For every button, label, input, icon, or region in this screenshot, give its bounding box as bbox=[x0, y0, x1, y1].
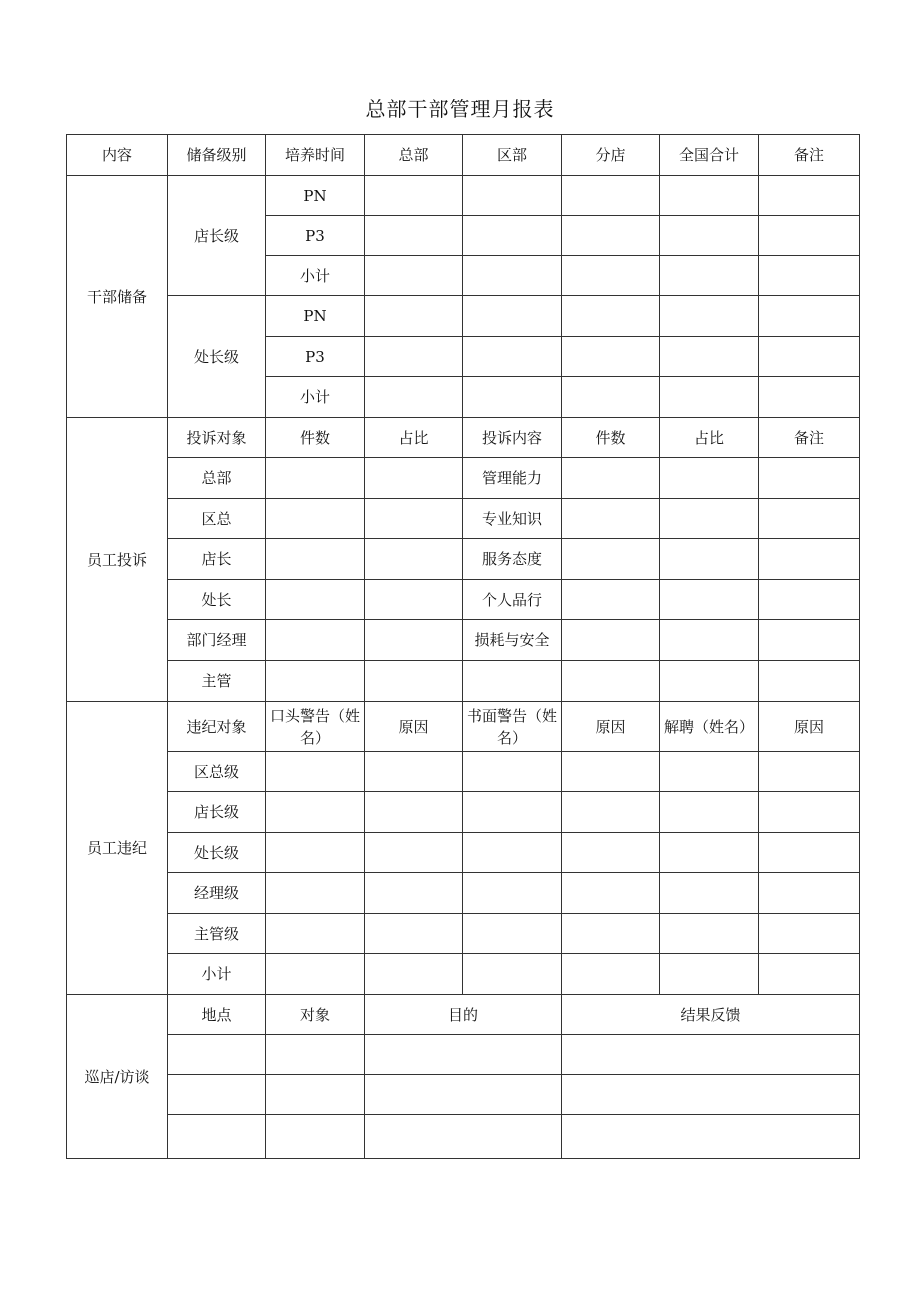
data-cell[interactable] bbox=[660, 539, 759, 580]
subheader-cell: 目的 bbox=[365, 995, 562, 1035]
subheader-cell: 原因 bbox=[759, 702, 860, 752]
data-cell[interactable] bbox=[759, 620, 860, 661]
complaint-target: 区总 bbox=[168, 499, 266, 539]
data-cell[interactable] bbox=[562, 833, 660, 873]
data-cell[interactable] bbox=[365, 458, 463, 499]
table-row bbox=[67, 499, 860, 539]
data-cell[interactable] bbox=[562, 458, 660, 499]
table-row bbox=[67, 873, 860, 914]
data-cell[interactable] bbox=[365, 954, 463, 995]
data-cell[interactable] bbox=[266, 499, 365, 539]
data-cell[interactable] bbox=[759, 337, 860, 377]
data-cell[interactable] bbox=[759, 873, 860, 914]
data-cell[interactable] bbox=[463, 176, 562, 216]
subheader-cell: 解聘（姓名） bbox=[660, 702, 759, 752]
complaint-content: 个人品行 bbox=[463, 580, 562, 620]
data-cell[interactable] bbox=[168, 1035, 266, 1075]
data-cell[interactable] bbox=[266, 914, 365, 954]
data-cell[interactable] bbox=[759, 216, 860, 256]
header-cell: 区部 bbox=[463, 135, 562, 176]
table-row bbox=[67, 1035, 860, 1075]
data-cell[interactable] bbox=[562, 954, 660, 995]
data-cell[interactable] bbox=[759, 377, 860, 418]
data-cell[interactable] bbox=[365, 1115, 562, 1159]
data-cell[interactable] bbox=[463, 216, 562, 256]
violation-level: 处长级 bbox=[168, 833, 266, 873]
data-cell[interactable] bbox=[562, 792, 660, 833]
violation-level: 小计 bbox=[168, 954, 266, 995]
data-cell[interactable] bbox=[660, 176, 759, 216]
data-cell[interactable] bbox=[562, 1115, 860, 1159]
training-time-cell: PN bbox=[266, 176, 365, 216]
data-cell[interactable] bbox=[562, 1075, 860, 1115]
subheader-cell: 占比 bbox=[365, 418, 463, 458]
header-cell: 培养时间 bbox=[266, 135, 365, 176]
data-cell[interactable] bbox=[660, 873, 759, 914]
data-cell[interactable] bbox=[759, 296, 860, 337]
data-cell[interactable] bbox=[660, 620, 759, 661]
data-cell[interactable] bbox=[365, 580, 463, 620]
subheader-cell: 口头警告（姓名） bbox=[266, 702, 365, 752]
data-cell[interactable] bbox=[365, 833, 463, 873]
data-cell[interactable] bbox=[759, 580, 860, 620]
section-label-reserve: 干部储备 bbox=[67, 176, 168, 418]
header-cell: 内容 bbox=[67, 135, 168, 176]
table-row bbox=[67, 661, 860, 702]
data-cell[interactable] bbox=[759, 954, 860, 995]
subheader-cell: 原因 bbox=[365, 702, 463, 752]
header-cell: 储备级别 bbox=[168, 135, 266, 176]
table-row bbox=[67, 620, 860, 661]
data-cell[interactable] bbox=[660, 499, 759, 539]
table-row bbox=[67, 833, 860, 873]
data-cell[interactable] bbox=[463, 833, 562, 873]
data-cell[interactable] bbox=[562, 580, 660, 620]
data-cell[interactable] bbox=[562, 256, 660, 296]
section-label-visits: 巡店/访谈 bbox=[67, 995, 168, 1159]
table-row bbox=[67, 296, 860, 337]
data-cell[interactable] bbox=[365, 337, 463, 377]
data-cell[interactable] bbox=[266, 752, 365, 792]
data-cell[interactable] bbox=[660, 337, 759, 377]
data-cell[interactable] bbox=[365, 620, 463, 661]
header-cell: 总部 bbox=[365, 135, 463, 176]
data-cell[interactable] bbox=[562, 499, 660, 539]
complaint-content: 损耗与安全 bbox=[463, 620, 562, 661]
table-row bbox=[67, 995, 860, 1035]
data-cell[interactable] bbox=[266, 620, 365, 661]
data-cell[interactable] bbox=[660, 752, 759, 792]
data-cell[interactable] bbox=[463, 256, 562, 296]
subheader-cell: 件数 bbox=[562, 418, 660, 458]
data-cell[interactable] bbox=[759, 176, 860, 216]
training-time-cell: PN bbox=[266, 296, 365, 337]
table-row bbox=[67, 1115, 860, 1159]
header-row bbox=[67, 135, 860, 176]
training-time-cell: 小计 bbox=[266, 256, 365, 296]
subheader-cell: 违纪对象 bbox=[168, 702, 266, 752]
data-cell[interactable] bbox=[266, 458, 365, 499]
table-row bbox=[67, 418, 860, 458]
header-cell: 备注 bbox=[759, 135, 860, 176]
section-label-violations: 员工违纪 bbox=[67, 702, 168, 995]
data-cell[interactable] bbox=[660, 833, 759, 873]
data-cell[interactable] bbox=[759, 539, 860, 580]
subheader-cell: 结果反馈 bbox=[562, 995, 860, 1035]
section-label-complaints: 员工投诉 bbox=[67, 418, 168, 702]
violation-level: 区总级 bbox=[168, 752, 266, 792]
data-cell[interactable] bbox=[660, 792, 759, 833]
table-row bbox=[67, 954, 860, 995]
data-cell[interactable] bbox=[463, 914, 562, 954]
data-cell[interactable] bbox=[365, 914, 463, 954]
violation-level: 店长级 bbox=[168, 792, 266, 833]
data-cell[interactable] bbox=[365, 256, 463, 296]
complaint-target: 店长 bbox=[168, 539, 266, 580]
table-row bbox=[67, 914, 860, 954]
table-row bbox=[67, 539, 860, 580]
data-cell[interactable] bbox=[266, 792, 365, 833]
page-title: 总部干部管理月报表 bbox=[365, 97, 555, 121]
subheader-cell: 投诉对象 bbox=[168, 418, 266, 458]
data-cell[interactable] bbox=[562, 176, 660, 216]
data-cell[interactable] bbox=[660, 661, 759, 702]
data-cell[interactable] bbox=[365, 216, 463, 256]
complaint-target: 处长 bbox=[168, 580, 266, 620]
data-cell[interactable] bbox=[562, 337, 660, 377]
complaint-content: 管理能力 bbox=[463, 458, 562, 499]
training-time-cell: P3 bbox=[266, 216, 365, 256]
data-cell[interactable] bbox=[463, 752, 562, 792]
data-cell[interactable] bbox=[759, 661, 860, 702]
data-cell[interactable] bbox=[562, 914, 660, 954]
data-cell[interactable] bbox=[463, 337, 562, 377]
data-cell[interactable] bbox=[266, 661, 365, 702]
data-cell[interactable] bbox=[562, 216, 660, 256]
data-cell[interactable] bbox=[463, 792, 562, 833]
level-label: 店长级 bbox=[168, 176, 266, 296]
data-cell[interactable] bbox=[562, 752, 660, 792]
data-cell[interactable] bbox=[562, 296, 660, 337]
data-cell[interactable] bbox=[365, 752, 463, 792]
data-cell[interactable] bbox=[660, 954, 759, 995]
table-row bbox=[67, 792, 860, 833]
data-cell[interactable] bbox=[365, 539, 463, 580]
training-time-cell: P3 bbox=[266, 337, 365, 377]
data-cell[interactable] bbox=[759, 792, 860, 833]
table-row bbox=[67, 176, 860, 216]
data-cell[interactable] bbox=[463, 377, 562, 418]
data-cell[interactable] bbox=[759, 499, 860, 539]
table-row bbox=[67, 1075, 860, 1115]
data-cell[interactable] bbox=[660, 377, 759, 418]
data-cell[interactable] bbox=[463, 296, 562, 337]
level-label: 处长级 bbox=[168, 296, 266, 418]
data-cell[interactable] bbox=[660, 296, 759, 337]
data-cell[interactable] bbox=[365, 1075, 562, 1115]
subheader-cell: 原因 bbox=[562, 702, 660, 752]
complaint-content: 服务态度 bbox=[463, 539, 562, 580]
data-cell[interactable] bbox=[759, 752, 860, 792]
complaint-target: 主管 bbox=[168, 661, 266, 702]
data-cell[interactable] bbox=[660, 216, 759, 256]
header-cell: 全国合计 bbox=[660, 135, 759, 176]
data-cell[interactable] bbox=[562, 539, 660, 580]
data-cell[interactable] bbox=[660, 256, 759, 296]
data-cell[interactable] bbox=[365, 296, 463, 337]
table-row bbox=[67, 458, 860, 499]
data-cell[interactable] bbox=[266, 1035, 365, 1075]
data-cell[interactable] bbox=[365, 1035, 562, 1075]
data-cell[interactable] bbox=[562, 873, 660, 914]
report-table bbox=[66, 134, 860, 1159]
data-cell[interactable] bbox=[168, 1075, 266, 1115]
data-cell[interactable] bbox=[266, 833, 365, 873]
data-cell[interactable] bbox=[266, 580, 365, 620]
complaint-target: 部门经理 bbox=[168, 620, 266, 661]
data-cell[interactable] bbox=[759, 833, 860, 873]
subheader-cell: 投诉内容 bbox=[463, 418, 562, 458]
data-cell[interactable] bbox=[266, 1075, 365, 1115]
data-cell[interactable] bbox=[562, 620, 660, 661]
data-cell[interactable] bbox=[759, 914, 860, 954]
subheader-cell: 书面警告（姓名） bbox=[463, 702, 562, 752]
data-cell[interactable] bbox=[759, 256, 860, 296]
data-cell[interactable] bbox=[266, 539, 365, 580]
data-cell[interactable] bbox=[562, 377, 660, 418]
data-cell[interactable] bbox=[660, 580, 759, 620]
table-row bbox=[67, 580, 860, 620]
violation-level: 经理级 bbox=[168, 873, 266, 914]
data-cell[interactable] bbox=[463, 954, 562, 995]
subheader-cell: 地点 bbox=[168, 995, 266, 1035]
violation-level: 主管级 bbox=[168, 914, 266, 954]
data-cell[interactable] bbox=[562, 1035, 860, 1075]
complaint-content: 专业知识 bbox=[463, 499, 562, 539]
training-time-cell: 小计 bbox=[266, 377, 365, 418]
data-cell[interactable] bbox=[365, 499, 463, 539]
data-cell[interactable] bbox=[266, 1115, 365, 1159]
complaint-target: 总部 bbox=[168, 458, 266, 499]
data-cell[interactable] bbox=[266, 873, 365, 914]
data-cell[interactable] bbox=[365, 661, 463, 702]
data-cell[interactable] bbox=[365, 377, 463, 418]
data-cell[interactable] bbox=[365, 176, 463, 216]
subheader-cell: 件数 bbox=[266, 418, 365, 458]
header-cell: 分店 bbox=[562, 135, 660, 176]
subheader-cell: 备注 bbox=[759, 418, 860, 458]
table-row bbox=[67, 752, 860, 792]
complaint-content[interactable] bbox=[463, 661, 562, 702]
data-cell[interactable] bbox=[168, 1115, 266, 1159]
data-cell[interactable] bbox=[266, 954, 365, 995]
subheader-cell: 占比 bbox=[660, 418, 759, 458]
data-cell[interactable] bbox=[365, 792, 463, 833]
data-cell[interactable] bbox=[660, 914, 759, 954]
data-cell[interactable] bbox=[562, 661, 660, 702]
data-cell[interactable] bbox=[365, 873, 463, 914]
data-cell[interactable] bbox=[759, 458, 860, 499]
data-cell[interactable] bbox=[660, 458, 759, 499]
data-cell[interactable] bbox=[463, 873, 562, 914]
table-row bbox=[67, 702, 860, 752]
subheader-cell: 对象 bbox=[266, 995, 365, 1035]
